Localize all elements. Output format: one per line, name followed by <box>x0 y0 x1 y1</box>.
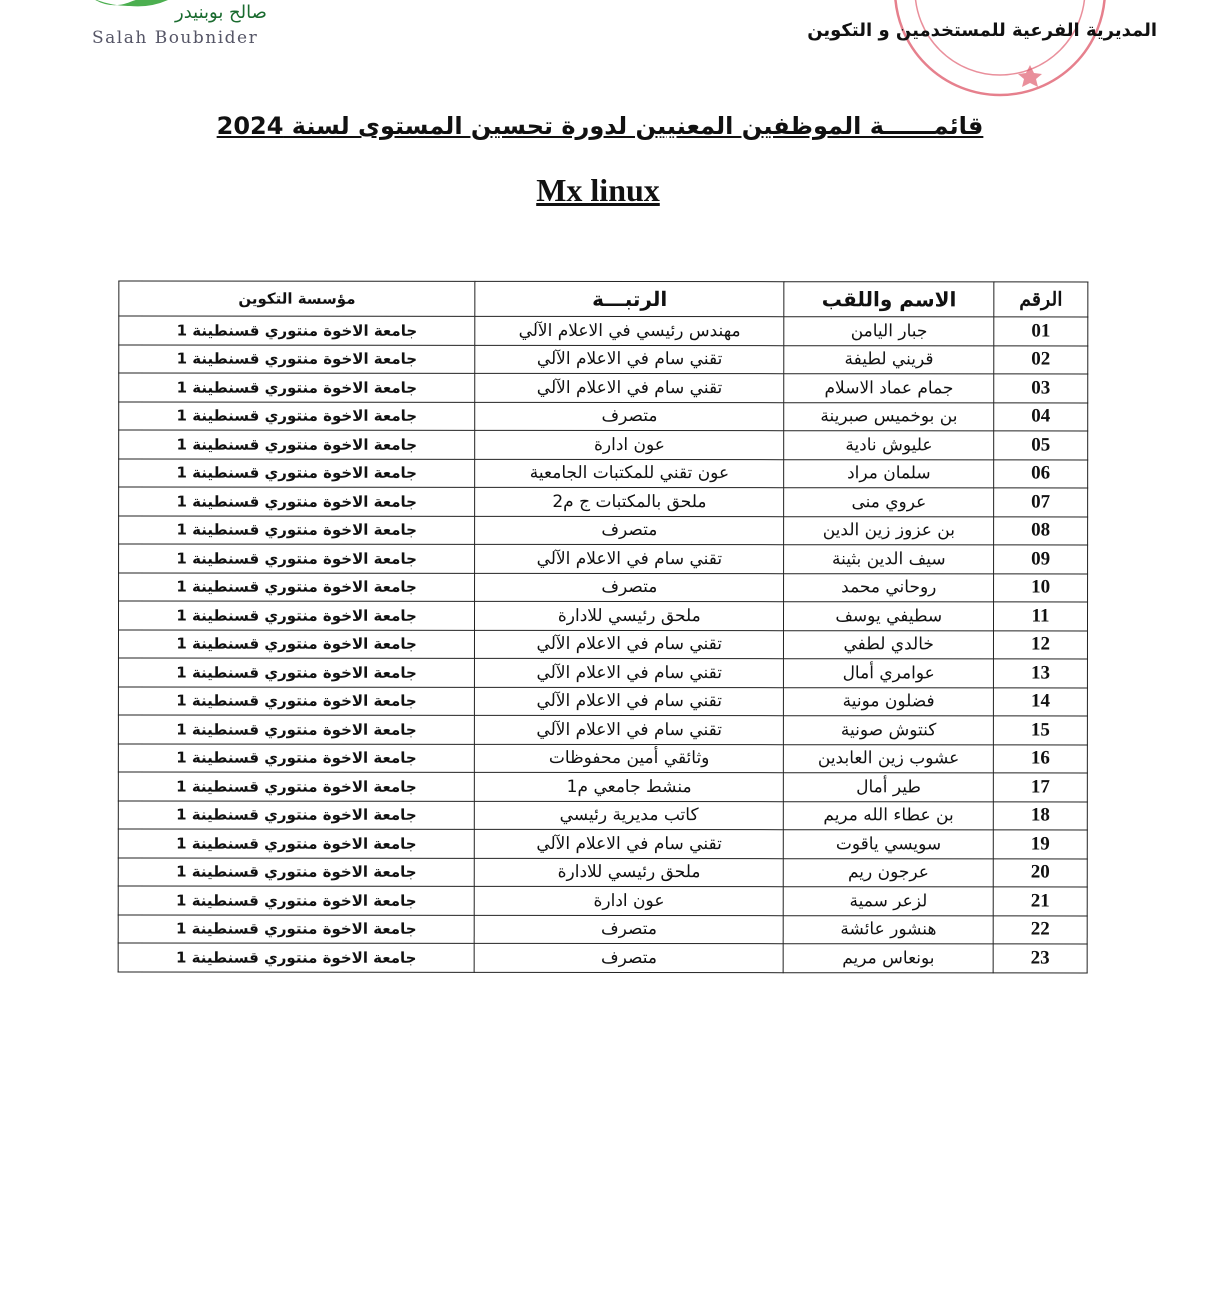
logo-arabic-text: صالح بوبنيدر <box>175 2 267 23</box>
row-institution: جامعة الاخوة منتوري قسنطينة 1 <box>118 829 474 858</box>
row-number: 02 <box>994 345 1088 374</box>
row-name: سلمان مراد <box>784 459 994 488</box>
row-grade: تقني سام في الاعلام الآلي <box>475 630 784 659</box>
row-name: جمام عماد الاسلام <box>784 374 994 403</box>
row-grade: ملحق بالمكتبات ج م2 <box>475 487 784 516</box>
table-row <box>118 658 1087 688</box>
row-institution: جامعة الاخوة منتوري قسنطينة 1 <box>118 629 474 658</box>
row-grade: عون تقني للمكتبات الجامعية <box>475 459 784 488</box>
row-grade: متصرف <box>475 516 784 545</box>
row-number: 15 <box>993 716 1087 745</box>
logo-latin-text: Salah Boubnider <box>92 28 259 48</box>
row-institution: جامعة الاخوة منتوري قسنطينة 1 <box>119 344 475 373</box>
row-grade: مهندس رئيسي في الاعلام الآلي <box>475 316 784 345</box>
official-stamp <box>880 0 1120 110</box>
row-number: 10 <box>994 573 1088 602</box>
row-grade: تقني سام في الاعلام الآلي <box>475 345 784 374</box>
row-institution: جامعة الاخوة منتوري قسنطينة 1 <box>119 487 475 516</box>
row-name: لزعر سمية <box>784 887 994 916</box>
table-row <box>118 743 1087 773</box>
document-title: قائمــــــة الموظفين المعنيين لدورة تحسين المستوى لسنة 2024 <box>216 112 984 140</box>
row-institution: جامعة الاخوة منتوري قسنطينة 1 <box>119 572 475 601</box>
table-header-row <box>119 281 1088 317</box>
table-row <box>119 344 1088 374</box>
table-row <box>119 401 1088 431</box>
row-name: طير أمال <box>784 773 994 802</box>
row-number: 13 <box>993 659 1087 688</box>
table-row <box>118 686 1087 716</box>
row-number: 22 <box>993 915 1087 944</box>
row-grade: وثائقي أمين محفوظات <box>475 744 784 773</box>
row-institution: جامعة الاخوة منتوري قسنطينة 1 <box>119 544 475 573</box>
row-grade: كاتب مديرية رئيسي <box>474 801 783 830</box>
row-number: 17 <box>993 773 1087 802</box>
table-row <box>118 857 1087 887</box>
row-name: خالدي لطفي <box>784 630 994 659</box>
table-row <box>119 316 1088 346</box>
table-row <box>119 572 1088 602</box>
column-header-grade: الرتبـــة <box>475 281 784 316</box>
row-grade: متصرف <box>475 402 784 431</box>
leaf-icon <box>90 0 170 8</box>
row-number: 14 <box>993 687 1087 716</box>
row-institution: جامعة الاخوة منتوري قسنطينة 1 <box>118 601 474 630</box>
row-name: عوامري أمال <box>784 659 994 688</box>
row-name: عشوب زين العابدين <box>784 744 994 773</box>
row-name: عليوش نادية <box>784 431 994 460</box>
row-grade: عون ادارة <box>474 886 783 915</box>
row-institution: جامعة الاخوة منتوري قسنطينة 1 <box>118 800 474 829</box>
table-row <box>118 629 1087 659</box>
row-institution: جامعة الاخوة منتوري قسنطينة 1 <box>118 914 474 943</box>
row-number: 06 <box>994 459 1088 488</box>
row-name: سطيفي يوسف <box>784 602 994 631</box>
university-logo <box>80 0 290 52</box>
row-institution: جامعة الاخوة منتوري قسنطينة 1 <box>119 458 475 487</box>
row-institution: جامعة الاخوة منتوري قسنطينة 1 <box>119 316 475 345</box>
table-row <box>118 914 1087 944</box>
table-row <box>118 772 1087 802</box>
row-number: 12 <box>994 630 1088 659</box>
staff-table <box>118 280 1089 973</box>
row-grade: منشط جامعي م1 <box>474 772 783 801</box>
row-institution: جامعة الاخوة منتوري قسنطينة 1 <box>118 886 474 915</box>
column-header-number: الرقم <box>994 282 1088 317</box>
table-row <box>119 515 1088 545</box>
row-grade: متصرف <box>474 943 783 972</box>
row-name: هنشور عائشة <box>784 915 994 944</box>
row-number: 07 <box>994 488 1088 517</box>
row-number: 19 <box>993 830 1087 859</box>
course-name: Mx linux <box>536 172 660 208</box>
row-grade: تقني سام في الاعلام الآلي <box>475 373 784 402</box>
row-institution: جامعة الاخوة منتوري قسنطينة 1 <box>118 658 474 687</box>
row-name: بن عزوز زين الدين <box>784 516 994 545</box>
row-grade: تقني سام في الاعلام الآلي <box>475 658 784 687</box>
table-row <box>118 829 1087 859</box>
row-name: سيف الدين بثينة <box>784 545 994 574</box>
row-number: 16 <box>993 744 1087 773</box>
row-grade: تقني سام في الاعلام الآلي <box>475 715 784 744</box>
row-number: 21 <box>993 887 1087 916</box>
row-grade: متصرف <box>474 915 783 944</box>
row-grade: ملحق رئيسي للادارة <box>474 858 783 887</box>
table-row <box>119 458 1088 488</box>
row-institution: جامعة الاخوة منتوري قسنطينة 1 <box>119 401 475 430</box>
row-name: قريني لطيفة <box>784 345 994 374</box>
row-institution: جامعة الاخوة منتوري قسنطينة 1 <box>118 943 474 972</box>
row-institution: جامعة الاخوة منتوري قسنطينة 1 <box>118 743 474 772</box>
row-name: بن عطاء الله مريم <box>784 801 994 830</box>
row-name: بونعاس مريم <box>784 944 994 973</box>
row-institution: جامعة الاخوة منتوري قسنطينة 1 <box>118 686 474 715</box>
table-row <box>119 544 1088 574</box>
row-grade: تقني سام في الاعلام الآلي <box>475 687 784 716</box>
table-row <box>119 430 1088 460</box>
table-row <box>118 800 1087 830</box>
row-number: 05 <box>994 431 1088 460</box>
row-number: 18 <box>993 801 1087 830</box>
row-institution: جامعة الاخوة منتوري قسنطينة 1 <box>119 515 475 544</box>
row-number: 09 <box>994 545 1088 574</box>
row-grade: ملحق رئيسي للادارة <box>475 601 784 630</box>
row-institution: جامعة الاخوة منتوري قسنطينة 1 <box>118 715 474 744</box>
row-name: عرجون ريم <box>784 858 994 887</box>
row-name: روحاني محمد <box>784 573 994 602</box>
row-institution: جامعة الاخوة منتوري قسنطينة 1 <box>119 373 475 402</box>
row-institution: جامعة الاخوة منتوري قسنطينة 1 <box>118 857 474 886</box>
row-institution: جامعة الاخوة منتوري قسنطينة 1 <box>119 430 475 459</box>
row-institution: جامعة الاخوة منتوري قسنطينة 1 <box>118 772 474 801</box>
table-row <box>118 715 1087 745</box>
row-number: 20 <box>993 858 1087 887</box>
department-heading: المديرية الفرعية للمستخدمين و التكوين <box>807 20 1157 41</box>
row-number: 23 <box>993 944 1087 973</box>
row-name: عروي منى <box>784 488 994 517</box>
row-name: كنتوش صونية <box>784 716 994 745</box>
table-row <box>119 487 1088 517</box>
table-row <box>118 601 1087 631</box>
row-name: سويسي ياقوت <box>784 830 994 859</box>
table-row <box>119 373 1088 403</box>
row-number: 04 <box>994 402 1088 431</box>
table-row <box>118 886 1087 916</box>
row-name: بن بوخميس صبرينة <box>784 402 994 431</box>
row-grade: تقني سام في الاعلام الآلي <box>474 829 783 858</box>
row-grade: تقني سام في الاعلام الآلي <box>475 544 784 573</box>
table-row <box>118 943 1087 973</box>
column-header-institution: مؤسسة التكوين <box>119 281 475 316</box>
row-grade: متصرف <box>475 573 784 602</box>
row-number: 03 <box>994 374 1088 403</box>
row-number: 01 <box>994 317 1088 346</box>
row-grade: عون ادارة <box>475 430 784 459</box>
row-number: 11 <box>994 602 1088 631</box>
row-number: 08 <box>994 516 1088 545</box>
row-name: فضلون مونية <box>784 687 994 716</box>
column-header-name: الاسم واللقب <box>784 282 994 317</box>
row-name: جبار اليامن <box>784 317 994 346</box>
